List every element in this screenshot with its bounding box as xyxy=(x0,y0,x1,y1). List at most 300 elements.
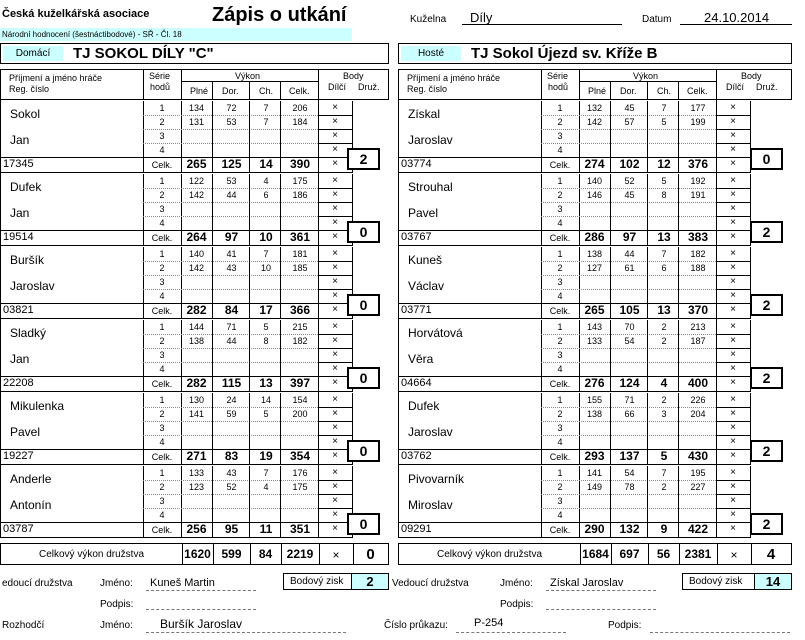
series-row-divider xyxy=(541,115,716,116)
cross-mark: × xyxy=(730,102,736,113)
total-divider xyxy=(143,230,318,231)
score-cell: 199 xyxy=(690,117,706,127)
cross-mark: × xyxy=(332,509,338,520)
series-row-divider xyxy=(541,216,716,217)
away-leader-label: Vedoucí družstva xyxy=(392,578,469,589)
score-cell: 140 xyxy=(188,249,205,259)
cross-mark: × xyxy=(332,450,338,461)
score-col-divider xyxy=(647,174,648,246)
header-divider xyxy=(647,81,648,100)
score-cell: 59 xyxy=(226,409,237,419)
date-label: Datum xyxy=(642,14,672,25)
name-column-header: Příjmení a jméno hráče xyxy=(9,73,103,83)
series-number: 1 xyxy=(557,103,563,113)
player-block xyxy=(398,247,794,320)
score-col-divider xyxy=(212,101,213,173)
team-point-box: 2 xyxy=(750,513,783,535)
score-col-divider xyxy=(678,393,679,465)
score-col-divider xyxy=(280,247,281,319)
series-row-divider xyxy=(143,407,318,408)
cross-mark: × xyxy=(730,523,736,534)
total-score-cell: 265 xyxy=(584,303,605,317)
home-leader-underline xyxy=(146,590,256,591)
total-row-label: Celk. xyxy=(549,233,571,243)
referee-name[interactable]: Buršík Jaroslav xyxy=(160,617,243,631)
score-cell: 7 xyxy=(661,103,667,113)
referee-label: Rozhodčí xyxy=(2,620,45,631)
series-number: 4 xyxy=(557,218,563,228)
body-header: Body xyxy=(741,71,762,81)
player-first-name: Jan xyxy=(10,206,30,220)
cross-mark: × xyxy=(332,481,338,492)
score-cell: 184 xyxy=(292,117,308,127)
score-cell: 5 xyxy=(263,322,269,332)
cross-mark: × xyxy=(332,335,338,346)
score-cell: 134 xyxy=(188,103,205,113)
header-divider xyxy=(541,69,542,100)
home-leader-name[interactable]: Kuneš Martin xyxy=(150,577,215,589)
score-cell: 206 xyxy=(292,103,308,113)
block-bottom xyxy=(143,537,352,538)
series-number: 4 xyxy=(159,437,165,447)
block-bottom xyxy=(541,391,750,392)
series-number: 3 xyxy=(557,131,563,141)
name-divider xyxy=(398,172,541,173)
header-divider xyxy=(678,81,679,100)
score-col-divider xyxy=(212,466,213,538)
form-title: Zápis o utkání xyxy=(212,4,347,26)
player-reg-number: 03774 xyxy=(401,158,432,170)
header-divider xyxy=(249,81,250,100)
player-block xyxy=(0,174,396,247)
total-score-cell: 10 xyxy=(259,230,273,244)
cross-mark: × xyxy=(332,290,338,301)
total-row-label: Celk. xyxy=(151,452,173,462)
name-divider xyxy=(398,230,541,231)
player-block xyxy=(398,320,794,393)
player-reg-number: 03767 xyxy=(401,231,432,243)
team-point-box: 2 xyxy=(750,221,783,243)
score-cell: 123 xyxy=(188,482,205,492)
away-team-box xyxy=(398,43,792,64)
team-point-box: 0 xyxy=(347,367,380,389)
team-point-box: 0 xyxy=(347,513,380,535)
name-divider xyxy=(398,464,541,465)
total-score-cell: 124 xyxy=(619,376,640,390)
score-cell: 141 xyxy=(586,468,603,478)
series-number: 1 xyxy=(159,395,165,405)
cross-mark: × xyxy=(332,467,338,478)
team-total-points: 4 xyxy=(766,546,776,563)
score-col-divider xyxy=(610,320,611,392)
series-row-divider xyxy=(143,494,318,495)
series-number: 1 xyxy=(557,249,563,259)
score-cell: 4 xyxy=(263,482,269,492)
cross-mark: × xyxy=(730,335,736,346)
total-score-cell: 293 xyxy=(584,449,605,463)
score-cell: 66 xyxy=(624,409,635,419)
series-row-divider xyxy=(541,202,716,203)
series-number: 1 xyxy=(557,322,563,332)
player-reg-number: 03787 xyxy=(3,523,34,535)
reg-column-header: Reg. číslo xyxy=(9,84,50,94)
player-first-name: Pavel xyxy=(408,206,439,220)
name-divider xyxy=(0,449,143,450)
total-score-cell: 265 xyxy=(186,157,207,171)
score-cell: 138 xyxy=(586,249,603,259)
score-cell: 138 xyxy=(188,336,205,346)
referee-name-underline xyxy=(146,632,346,633)
name-divider xyxy=(0,522,143,523)
score-cell: 5 xyxy=(661,117,667,127)
series-row-divider xyxy=(541,275,716,276)
date-value[interactable]: 24.10.2014 xyxy=(704,10,770,25)
referee-signature-label: Podpis: xyxy=(608,620,642,631)
player-block xyxy=(398,101,794,174)
total-score-cell: 256 xyxy=(186,522,207,536)
player-block xyxy=(398,174,794,247)
series-number: 1 xyxy=(159,322,165,332)
cross-mark: × xyxy=(730,175,736,186)
total-row-label: Celk. xyxy=(549,525,571,535)
total-divider xyxy=(541,449,716,450)
cross-mark: × xyxy=(730,321,736,332)
player-block xyxy=(0,393,396,466)
score-cell: 215 xyxy=(292,322,308,332)
series-number: 3 xyxy=(159,204,165,214)
cross-mark: × xyxy=(332,175,338,186)
score-cell: 142 xyxy=(188,263,205,273)
total-score-cell: 370 xyxy=(687,303,709,317)
series-row-divider xyxy=(143,115,318,116)
total-score-cell: 430 xyxy=(687,449,709,463)
series-row-divider xyxy=(143,202,318,203)
away-leader-name-label: Jméno: xyxy=(500,578,533,589)
score-cell: 6 xyxy=(263,190,269,200)
score-cell: 187 xyxy=(690,336,706,346)
away-signature-label: Podpis: xyxy=(500,599,534,610)
score-col-divider xyxy=(610,101,611,173)
total-score-cell: 125 xyxy=(221,157,242,171)
vykon-header: Výkon xyxy=(633,71,659,81)
total-row-label: Celk. xyxy=(151,160,173,170)
score-cell: 138 xyxy=(586,409,603,419)
cross-mark: × xyxy=(332,276,338,287)
player-block xyxy=(0,320,396,393)
score-cell: 52 xyxy=(226,482,237,492)
total-divider xyxy=(541,157,716,158)
score-cell: 44 xyxy=(624,249,635,259)
series-number: 2 xyxy=(557,190,563,200)
celk-header: Celk. xyxy=(687,86,708,96)
series-row-divider xyxy=(143,421,318,422)
player-first-name: Věra xyxy=(408,352,434,366)
player-first-name: Antonín xyxy=(10,498,52,512)
total-score-cell: 383 xyxy=(687,230,709,244)
total-divider xyxy=(679,544,680,564)
cross-mark: × xyxy=(730,408,736,419)
home-team-name: TJ SOKOL DÍLY "C" xyxy=(73,45,214,62)
player-block xyxy=(398,393,794,466)
series-number: 3 xyxy=(557,350,563,360)
player-reg-number: 17345 xyxy=(3,158,34,170)
cross-mark: × xyxy=(730,231,736,242)
series-number: 2 xyxy=(159,336,165,346)
total-score-cell: 97 xyxy=(622,230,637,244)
away-leader-name[interactable]: Získal Jaroslav xyxy=(550,577,624,589)
cross-mark: × xyxy=(332,217,338,228)
total-score-cell: 12 xyxy=(657,157,671,171)
score-cell: 132 xyxy=(586,103,603,113)
total-score-cell: 13 xyxy=(657,230,671,244)
team-point-box: 2 xyxy=(750,440,783,462)
cross-mark: × xyxy=(730,144,736,155)
cross-mark: × xyxy=(730,495,736,506)
dor-header: Dor. xyxy=(222,86,239,96)
series-row-divider xyxy=(541,421,716,422)
total-score-cell: 276 xyxy=(584,376,605,390)
player-reg-number: 03821 xyxy=(3,304,34,316)
name-divider xyxy=(398,537,541,538)
total-divider xyxy=(541,230,716,231)
vykon-header: Výkon xyxy=(235,71,261,81)
header-divider xyxy=(318,69,319,100)
score-cell: 61 xyxy=(624,263,635,273)
score-col-divider xyxy=(610,247,611,319)
cross-mark: × xyxy=(730,130,736,141)
series-header-1: Série xyxy=(547,71,569,81)
block-bottom xyxy=(143,172,352,173)
cross-mark: × xyxy=(332,130,338,141)
series-row-divider xyxy=(143,261,318,262)
player-reg-number: 09291 xyxy=(401,523,432,535)
score-cell: 45 xyxy=(624,103,635,113)
total-divider xyxy=(143,522,318,523)
series-number: 2 xyxy=(557,336,563,346)
score-col-divider xyxy=(678,247,679,319)
name-divider xyxy=(398,391,541,392)
cross-mark: × xyxy=(730,349,736,360)
series-row-divider xyxy=(541,261,716,262)
score-cell: 43 xyxy=(226,468,237,478)
cross-mark: × xyxy=(730,248,736,259)
series-row-divider xyxy=(541,143,716,144)
cross-mark: × xyxy=(332,436,338,447)
header-divider xyxy=(181,69,182,100)
cross-mark: × xyxy=(730,363,736,374)
cross-mark: × xyxy=(730,276,736,287)
score-col-divider xyxy=(212,320,213,392)
total-score-cell: 282 xyxy=(186,376,207,390)
total-divider xyxy=(541,303,716,304)
away-signature-field[interactable] xyxy=(546,609,656,610)
away-points-label: Bodový zisk xyxy=(689,576,743,587)
series-number: 2 xyxy=(557,409,563,419)
cross-mark: × xyxy=(730,116,736,127)
name-divider xyxy=(398,376,541,377)
name-column-header: Příjmení a jméno hráče xyxy=(407,73,501,83)
away-team-name: TJ Sokol Újezd sv. Kříže B xyxy=(471,45,658,62)
cross-mark: × xyxy=(730,394,736,405)
team-point-box: 0 xyxy=(750,148,783,170)
away-label: Hosté xyxy=(401,46,461,61)
score-cell: 226 xyxy=(690,395,706,405)
dilci-header: Dílčí xyxy=(328,82,346,92)
cross-mark: × xyxy=(730,509,736,520)
series-number: 3 xyxy=(557,277,563,287)
total-score-cell: 4 xyxy=(660,376,668,390)
total-score-cell: 132 xyxy=(619,522,640,536)
name-divider xyxy=(0,464,143,465)
name-divider xyxy=(0,157,143,158)
score-cell: 57 xyxy=(624,117,635,127)
player-first-name: Jaroslav xyxy=(408,133,453,147)
name-divider xyxy=(398,318,541,319)
block-bottom xyxy=(143,245,352,246)
score-col-divider xyxy=(280,393,281,465)
reg-column-header: Reg. číslo xyxy=(407,84,448,94)
druz-header: Druž. xyxy=(756,82,778,92)
total-score-cell: 13 xyxy=(259,376,273,390)
score-cell: 154 xyxy=(292,395,308,405)
series-number: 3 xyxy=(557,496,563,506)
score-cell: 7 xyxy=(263,117,269,127)
score-col-divider xyxy=(610,466,611,538)
series-row-divider xyxy=(143,275,318,276)
score-cell: 71 xyxy=(624,395,635,405)
score-cell: 53 xyxy=(226,117,237,127)
total-divider xyxy=(182,544,183,564)
score-cell: 2 xyxy=(661,482,667,492)
team-point-box: 0 xyxy=(347,294,380,316)
total-row-label: Celk. xyxy=(151,233,173,243)
dor-header: Dor. xyxy=(620,86,637,96)
dilci-header: Dílčí xyxy=(726,82,744,92)
name-divider xyxy=(398,303,541,304)
score-cell: 2 xyxy=(661,395,667,405)
series-row-divider xyxy=(143,289,318,290)
block-bottom xyxy=(541,464,750,465)
cross-mark: × xyxy=(332,189,338,200)
score-col-divider xyxy=(212,393,213,465)
series-number: 4 xyxy=(159,291,165,301)
total-row-label: Celk. xyxy=(151,379,173,389)
score-cell: 70 xyxy=(624,322,635,332)
home-team-panel xyxy=(0,69,396,539)
total-divider xyxy=(541,522,716,523)
cross-mark: × xyxy=(332,248,338,259)
score-cell: 191 xyxy=(690,190,706,200)
series-row-divider xyxy=(143,362,318,363)
series-number: 3 xyxy=(159,277,165,287)
player-block xyxy=(0,247,396,320)
score-cell: 5 xyxy=(661,176,667,186)
ranking-subtitle: Národní hodnocení (šestnáctibodové) - SŘ - Čl. 18 xyxy=(0,28,352,41)
score-cell: 7 xyxy=(263,249,269,259)
score-cell: 182 xyxy=(690,249,706,259)
cross-mark: × xyxy=(332,102,338,113)
series-number: 4 xyxy=(557,145,563,155)
series-row-divider xyxy=(143,480,318,481)
score-cell: 43 xyxy=(226,263,237,273)
cross-mark: × xyxy=(332,262,338,273)
series-row-divider xyxy=(541,435,716,436)
player-surname: Sladký xyxy=(10,326,47,340)
name-divider xyxy=(398,522,541,523)
celk-header: Celk. xyxy=(289,86,310,96)
score-cell: 200 xyxy=(292,409,308,419)
home-signature-field[interactable] xyxy=(146,609,256,610)
score-cell: 141 xyxy=(188,409,205,419)
player-block xyxy=(398,466,794,539)
score-cell: 133 xyxy=(586,336,603,346)
score-cell: 54 xyxy=(624,336,635,346)
home-label: Domácí xyxy=(3,46,63,61)
total-divider xyxy=(143,376,318,377)
series-number: 1 xyxy=(159,103,165,113)
header-divider xyxy=(212,81,213,100)
referee-signature-field[interactable] xyxy=(650,632,790,633)
player-reg-number: 19227 xyxy=(3,450,34,462)
header-divider xyxy=(579,69,580,100)
player-surname: Dufek xyxy=(10,180,42,194)
series-number: 2 xyxy=(159,190,165,200)
total-row-label: Celk. xyxy=(549,452,571,462)
score-col-divider xyxy=(647,393,648,465)
total-row-label: Celk. xyxy=(549,160,571,170)
team-point-box: 2 xyxy=(750,367,783,389)
score-cell: 8 xyxy=(263,336,269,346)
referee-name-label: Jméno: xyxy=(100,620,133,631)
score-cell: 149 xyxy=(586,482,603,492)
referee-card-value[interactable]: P-254 xyxy=(474,617,504,629)
druz-header: Druž. xyxy=(358,82,380,92)
player-first-name: Jaroslav xyxy=(408,425,453,439)
score-cell: 52 xyxy=(624,176,635,186)
cross-mark: × xyxy=(332,394,338,405)
series-header-2: hodů xyxy=(548,82,569,92)
cross-mark: × xyxy=(332,203,338,214)
cross-mark: × xyxy=(730,377,736,388)
total-score-cell: 115 xyxy=(221,376,242,390)
score-col-divider xyxy=(249,247,250,319)
total-divider xyxy=(580,544,581,564)
block-bottom xyxy=(143,464,352,465)
team-total-value: 84 xyxy=(258,547,273,561)
cross-mark: × xyxy=(730,436,736,447)
plne-header: Plné xyxy=(190,86,209,96)
home-points-label: Bodový zisk xyxy=(290,576,344,587)
team-total-value: 1620 xyxy=(184,547,211,561)
score-cell: 133 xyxy=(188,468,205,478)
away-team-total-row xyxy=(398,543,792,565)
score-cell: 227 xyxy=(690,482,706,492)
series-number: 1 xyxy=(557,176,563,186)
score-cell: 143 xyxy=(586,322,603,332)
plne-header: Plné xyxy=(588,86,607,96)
score-col-divider xyxy=(249,101,250,173)
player-reg-number: 03771 xyxy=(401,304,432,316)
player-reg-number: 19514 xyxy=(3,231,34,243)
venue-value[interactable]: Díly xyxy=(470,10,493,25)
player-surname: Sokol xyxy=(10,107,41,121)
series-row-divider xyxy=(541,334,716,335)
total-score-cell: 361 xyxy=(289,230,311,244)
block-bottom xyxy=(541,172,750,173)
series-number: 4 xyxy=(159,145,165,155)
cross-mark: × xyxy=(332,321,338,332)
score-cell: 185 xyxy=(292,263,308,273)
